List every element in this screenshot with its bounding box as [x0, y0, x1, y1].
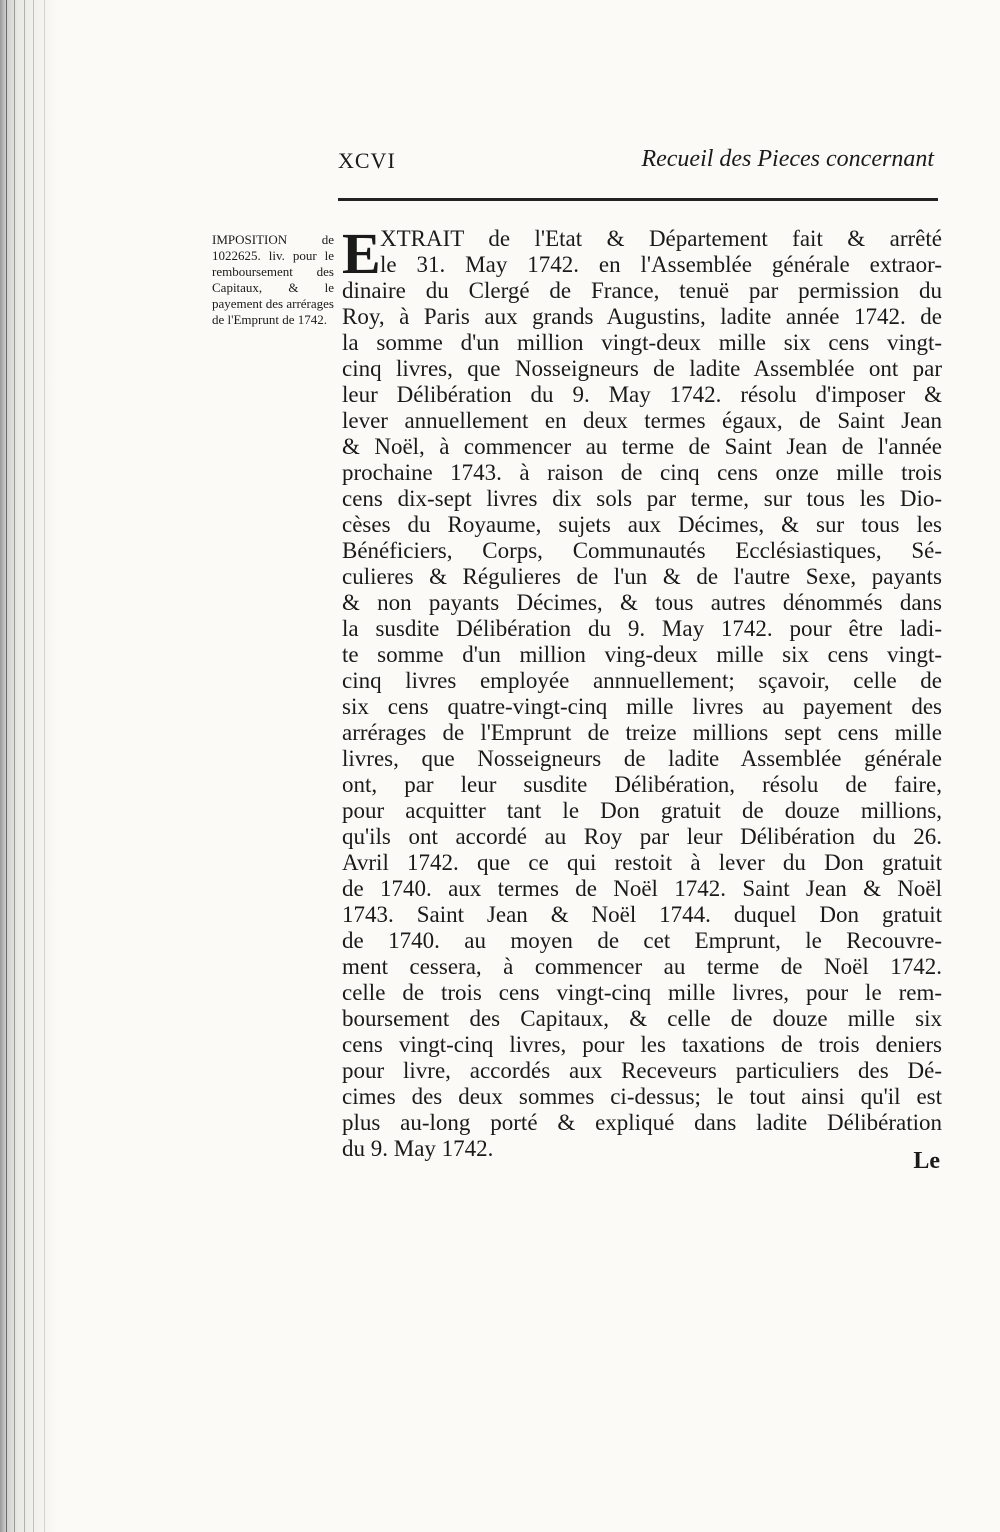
text-line: du 9. May 1742.: [342, 1136, 494, 1161]
text-line: pour livre, accordés aux Receveurs particuliers des Dé-: [342, 1058, 942, 1083]
text-line: livres, que Nosseigneurs de ladite Assemblée générale: [342, 746, 942, 771]
text-line: cinq livres, que Nosseigneurs de ladite Assemblée ont par: [342, 356, 942, 381]
text-line: Avril 1742. que ce qui restoit à lever du Don gratuit: [342, 850, 942, 875]
text-line: dinaire du Clergé de France, tenuë par permission du: [342, 278, 942, 303]
text-line: la susdite Délibération du 9. May 1742. pour être ladi-: [342, 616, 942, 641]
text-line: cens dix-sept livres dix sols par terme, sur tous les Dio-: [342, 486, 942, 511]
catchword: Le: [913, 1148, 940, 1174]
text-line: lever annuellement en deux termes égaux, de Saint Jean: [342, 408, 942, 433]
gutter-line: [33, 0, 34, 1532]
running-title: Recueil des Pieces concernant: [641, 146, 934, 172]
text-line: & non payants Décimes, & tous autres dénommés dans: [342, 590, 942, 615]
gutter-line: [6, 0, 7, 1532]
text-line: & Noël, à commencer au terme de Saint Jean de l'année: [342, 434, 942, 459]
text-line: plus au-long porté & expliqué dans ladite Délibération: [342, 1110, 942, 1135]
text-line: ment cessera, à commencer au terme de Noël 1742.: [342, 954, 942, 979]
gutter-line: [14, 0, 15, 1532]
text-line: leur Délibération du 9. May 1742. résolu d'imposer &: [342, 382, 942, 407]
page-header: [338, 146, 938, 182]
text-line: cèses du Royaume, sujets aux Décimes, & sur tous les: [342, 512, 942, 537]
text-line: 1743. Saint Jean & Noël 1744. duquel Don gratuit: [342, 902, 942, 927]
text-line: de 1740. au moyen de cet Emprunt, le Recouvre-: [342, 928, 942, 953]
text-line: la somme d'un million vingt-deux mille six cens vingt-: [342, 330, 942, 355]
text-line: boursement des Capitaux, & celle de douze mille six: [342, 1006, 942, 1031]
text-line: arrérages de l'Emprunt de treize millions sept cens mille: [342, 720, 942, 745]
gutter-line: [44, 0, 45, 1532]
body-text: [342, 221, 942, 1162]
text-line: prochaine 1743. à raison de cinq cens onze mille trois: [342, 460, 942, 485]
drop-cap: E: [342, 221, 381, 286]
text-line: ont, par leur susdite Délibération, résolu de faire,: [342, 772, 942, 797]
text-line: six cens quatre-vingt-cinq mille livres au payement des: [342, 694, 942, 719]
text-line: culieres & Régulieres de l'un & de l'autre Sexe, payants: [342, 564, 942, 589]
text-line: le 31. May 1742. en l'Assemblée générale extraor-: [380, 252, 942, 277]
text-line: te somme d'un million ving-deux mille six cens vingt-: [342, 642, 942, 667]
binding-gutter: [0, 0, 58, 1532]
gutter-line: [24, 0, 25, 1532]
text-line: Roy, à Paris aux grands Augustins, ladite année 1742. de: [342, 304, 942, 329]
text-line: cens vingt-cinq livres, pour les taxations de trois deniers: [342, 1032, 942, 1057]
text-line: pour acquitter tant le Don gratuit de douze millions,: [342, 798, 942, 823]
text-line: qu'ils ont accordé au Roy par leur Délibération du 26.: [342, 824, 942, 849]
text-line: Bénéficiers, Corps, Communautés Ecclésiastiques, Sé-: [342, 538, 942, 563]
margin-note: IMPOSITION de 1022625. liv. pour le remboursement des Capitaux, & le payement des arrérages de l'Emprunt de 1742.: [212, 232, 334, 327]
text-line: de 1740. aux termes de Noël 1742. Saint Jean & Noël: [342, 876, 942, 901]
text-line: cimes des deux sommes ci-dessus; le tout ainsi qu'il est: [342, 1084, 942, 1109]
header-rule: [338, 198, 938, 201]
text-line: cinq livres employée annnuellement; sçavoir, celle de: [342, 668, 942, 693]
body-lines: [342, 221, 942, 1162]
text-line: celle de trois cens vingt-cinq mille livres, pour le rem-: [342, 980, 942, 1005]
text-line: XTRAIT de l'Etat & Département fait & arrêté: [380, 226, 942, 251]
page-number: XCVI: [338, 148, 396, 173]
